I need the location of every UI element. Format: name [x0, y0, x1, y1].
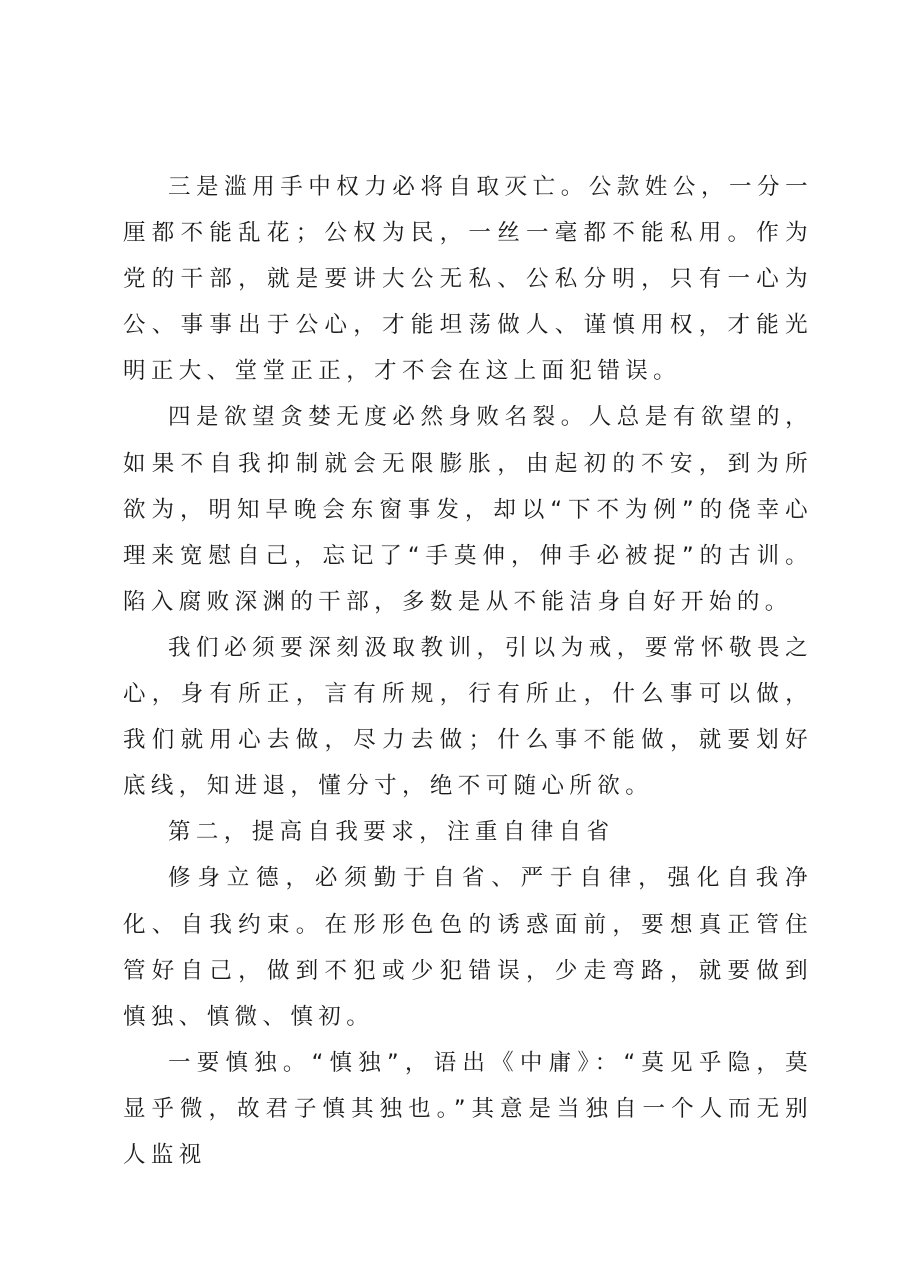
- document-body: [123, 164, 813, 1178]
- text-line: 修身立德，必须勤于自省、严于自律，强化自我净化、自: [123, 865, 813, 938]
- section-heading-second: [123, 809, 813, 855]
- text-line: 分寸，绝不可随心所欲。: [346, 773, 654, 800]
- paragraph-lessons: [123, 625, 813, 809]
- text-line: 多数是从不能洁身自好开始的。: [402, 588, 793, 615]
- text-line: 三是滥用手中权力必将自取灭亡。公款姓公，一分一厘都: [123, 174, 813, 247]
- text-line: 早晚会东窗事发，却以“下不为例”的侥幸心理来宽慰自己，: [123, 496, 813, 569]
- text-line: 就是要讲大公无私、公私分明，只有一心为公、事事出于公心，: [123, 266, 813, 339]
- text-line: 乎微，故君子慎其独也。”其意是当独自一个人而无别人监视: [123, 1095, 813, 1168]
- text-line: 到不犯或少犯错误，少走弯路，就要做到慎独、慎微、慎初。: [123, 957, 814, 1030]
- paragraph-shendu: [123, 1040, 813, 1178]
- text-line: 去做，尽力去做；什么事不能做，就要划好底线，知进退，懂: [123, 727, 813, 800]
- text-line: 不自我抑制就会无限膨胀，由起初的不安，到为所欲为，明知: [123, 450, 813, 523]
- text-line: 才能坦荡做人、谨慎用权，才能光明正大、堂堂正正，才不会: [123, 312, 813, 385]
- text-line: 不能乱花；公权为民，一丝一毫都不能私用。作为党的干部，: [123, 220, 813, 293]
- paragraph-greed: [123, 394, 813, 624]
- text-line: 身有所正，言有所规，行有所止，什么事可以做，我们就用心: [123, 681, 813, 754]
- text-line: 第二，提高自我要求，注重自律自省: [168, 819, 615, 846]
- text-line: 我们必须要深刻汲取教训，引以为戒，要常怀敬畏之心，: [123, 634, 813, 708]
- paragraph-abuse-of-power: [123, 164, 813, 394]
- text-line: 一要慎独。“慎独”，语出《中庸》：“莫见乎隐，莫显: [123, 1049, 813, 1122]
- text-line: 四是欲望贪婪无度必然身败名裂。人总是有欲望的，如果: [123, 404, 813, 477]
- paragraph-self-discipline: [123, 855, 813, 1039]
- text-line: 忘记了“手莫伸，伸手必被捉”的古训。陷入腐败深渊的干部，: [123, 542, 813, 615]
- text-line: 我约束。在形形色色的诱惑面前，要想真正管住管好自己，做: [123, 911, 814, 984]
- text-line: 在这上面犯错误。: [457, 358, 682, 385]
